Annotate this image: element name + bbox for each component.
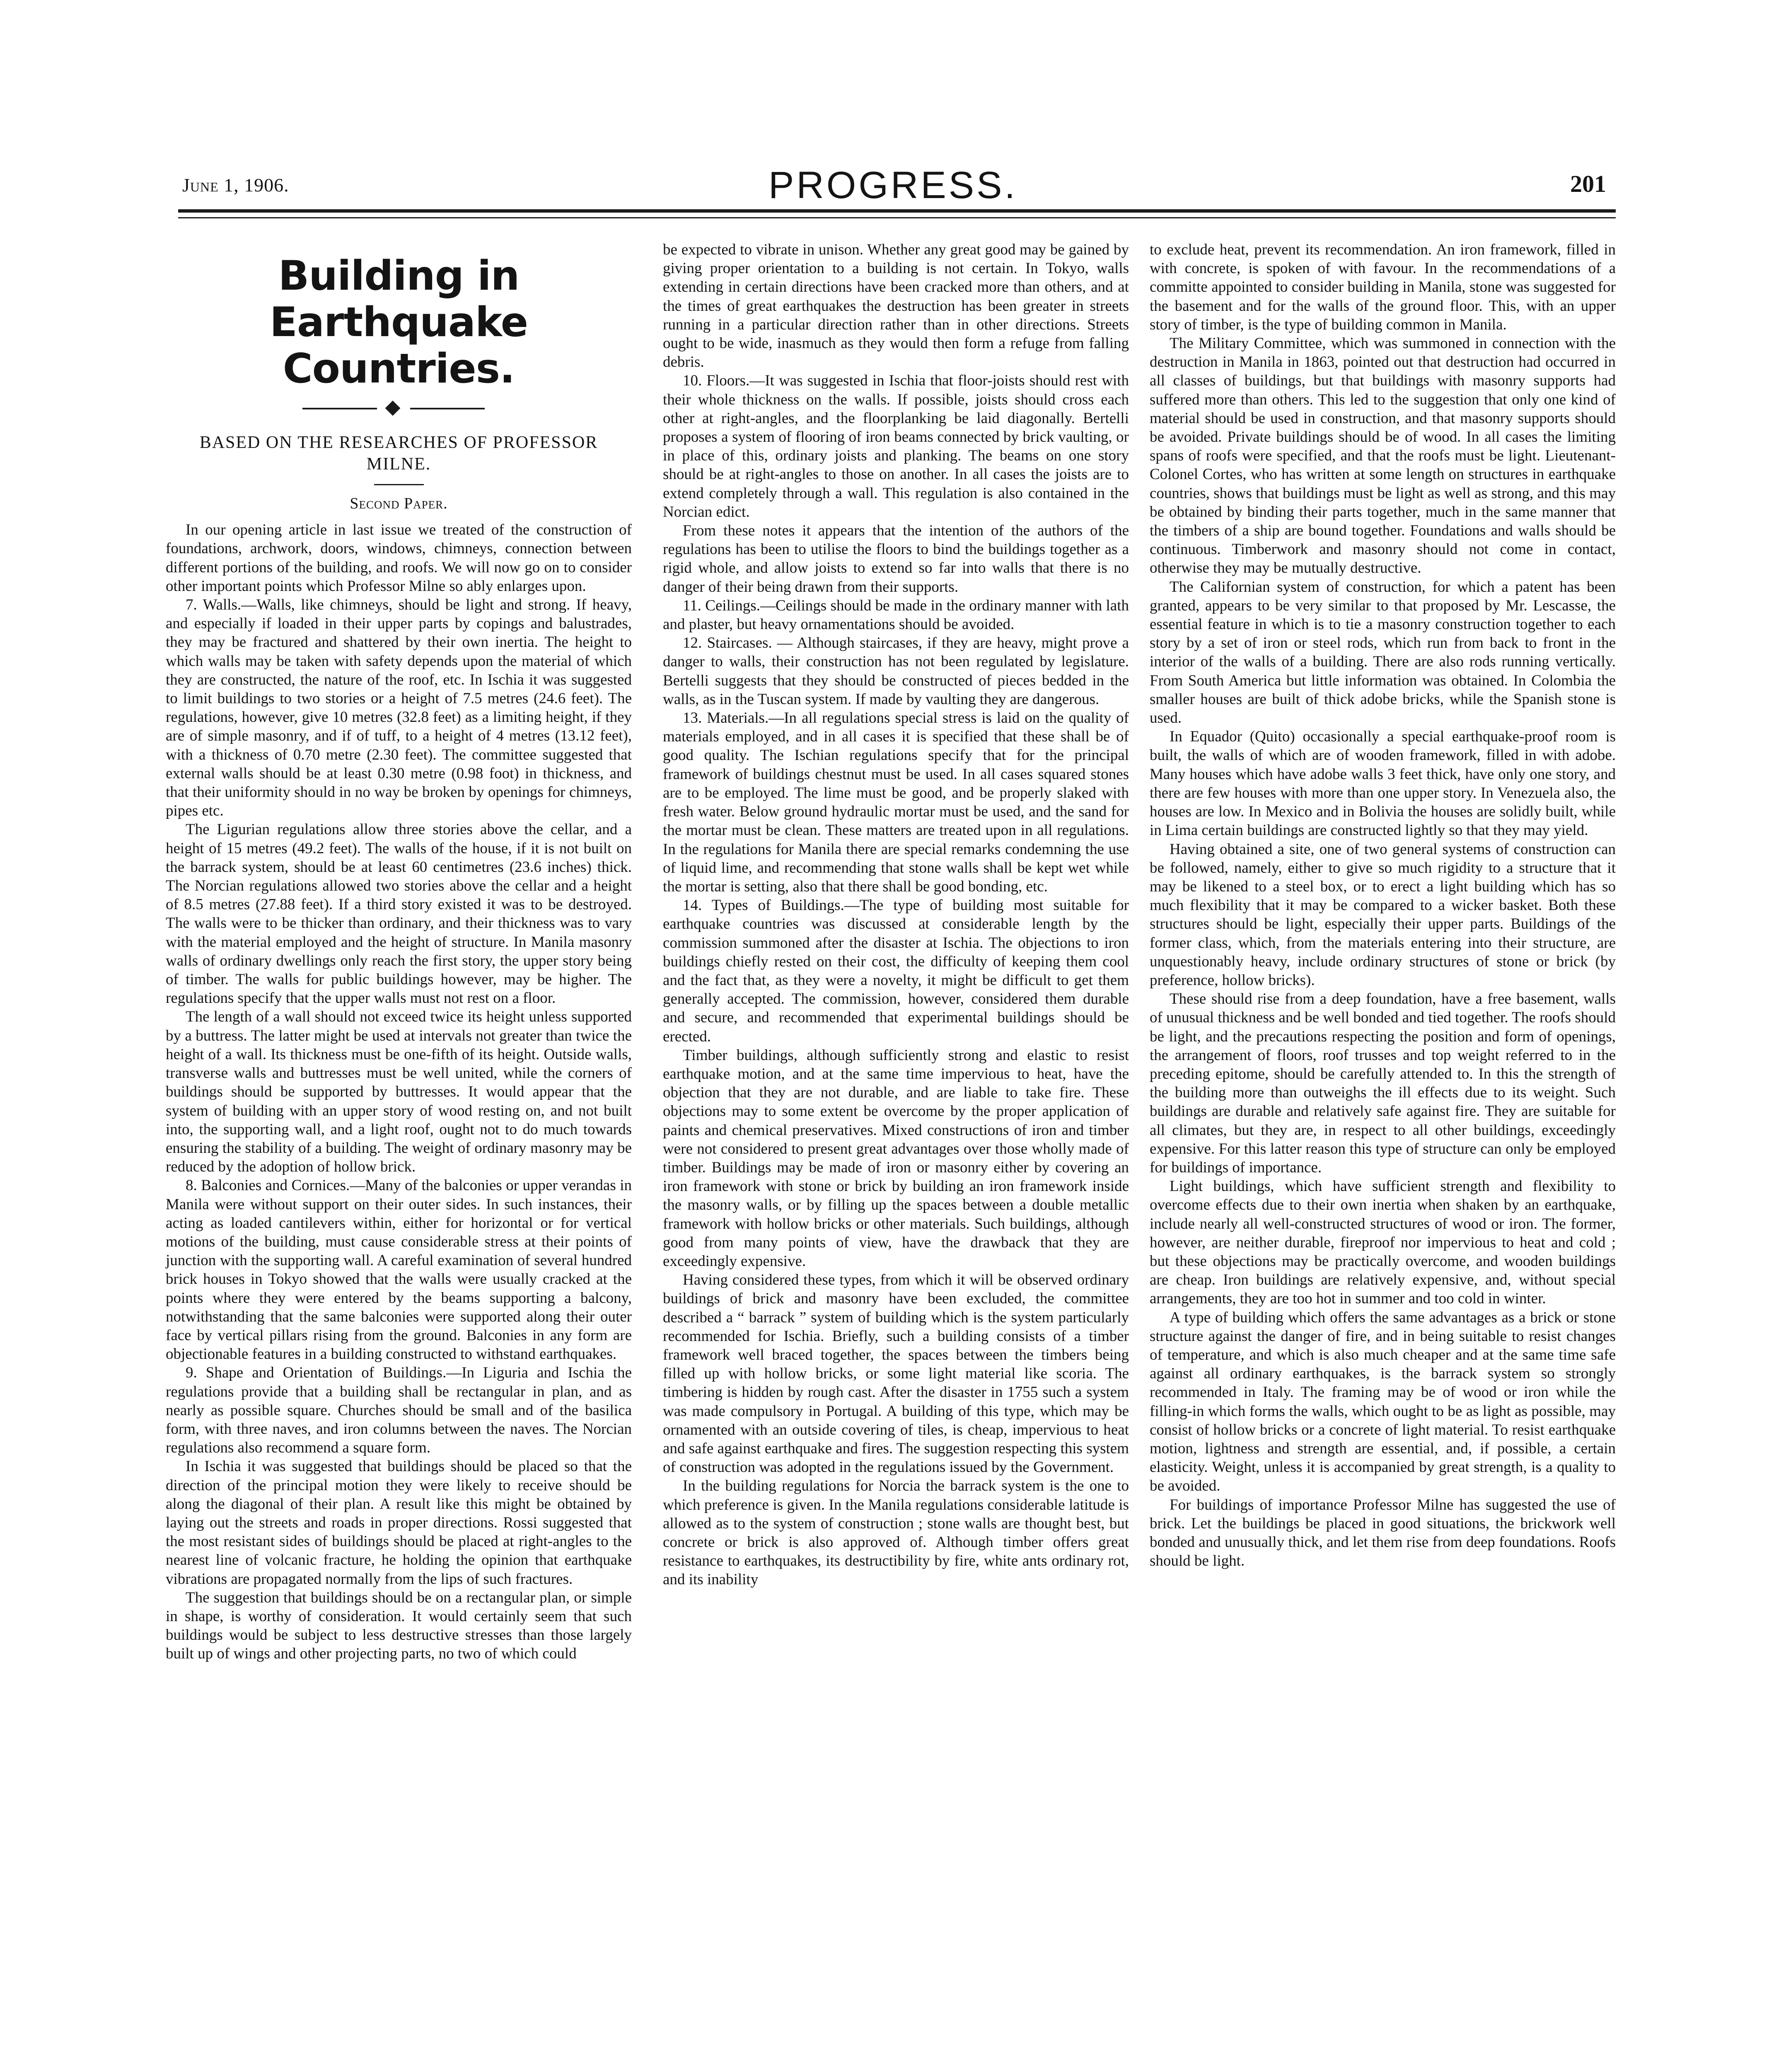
paragraph: The Californian system of construction, for which a patent has been granted, appears to be very similar to that proposed by Mr. Lescasse, the essential feature in which is to tie a masonry construction together to each story by a set of iron or steel rods, which run from back to front in the interior of the walls of a building. There are also rods running vertically. From South America but little information was obtained. In Colombia the smaller houses are built of thick adobe bricks, while the Spanish stone is used. bbox=[1150, 578, 1616, 727]
column-3 bbox=[1150, 240, 1616, 1570]
paragraph: In the building regulations for Norcia the barrack system is the one to which preference is given. In the Manila regulations considerable latitude is allowed as to the system of construction ; stone walls are thought best, but concrete or brick is also approved of. Although timber offers great resistance to earthquakes, its destructibility by fire, white ants ordinary rot, and its inability bbox=[663, 1477, 1129, 1588]
paragraph: 10. Floors.—It was suggested in Ischia that floor-joists should rest with their whole thickness on the walls. If possible, joists should cross each other at right-angles, and the floorplanking be laid diagonally. Bertelli proposes a system of flooring of iron beams connected by brick vaulting, or in place of this, ordinary joists and planking. The beams on one story should be at right-angles to those on another. In all cases the joists are to extend completely through a wall. This regulation is also contained in the Norcian edict. bbox=[663, 372, 1129, 520]
paragraph: 12. Staircases. — Although staircases, if they are heavy, might prove a danger to walls, their construction has not been regulated by legislature. Bertelli suggests that they should be constructed of pieces bedded in the walls, as in the Tuscan system. If made by vaulting they are dangerous. bbox=[663, 634, 1129, 708]
divider bbox=[374, 484, 424, 485]
paragraph: The Military Committee, which was summoned in connection with the destruction in Manila in 1863, pointed out that destruction had occurred in all classes of buildings, but that buildings with masonry supports had suffered more than others. This led to the suggestion that only one kind of material should be used in construction, and that masonry supports should be avoided. Private buildings should be of wood. In all cases the limiting spans of roofs were specified, and that the roofs must be light. Lieutenant-Colonel Cortes, who has written at some length on structures in earthquake countries, shows that buildings must be light as well as strong, and this may be obtained by binding their parts together, much in the same manner that the timbers of a ship are bound together. Foundations and walls should be continuous. Timberwork and masonry should not come in contact, otherwise they may be mutually destructive. bbox=[1150, 335, 1616, 577]
journal-title: PROGRESS. bbox=[768, 164, 1017, 206]
paragraph: 9. Shape and Orientation of Buildings.—In Liguria and Ischia the regulations provide that a building shall be rectangular in plan, and as nearly as possible square. Churches should be small and of the basilica form, with three naves, and iron columns between the naves. The Norcian regulations also recommend a square form. bbox=[166, 1364, 632, 1457]
paragraph: Having obtained a site, one of two general systems of construction can be followed, namely, either to give so much rigidity to a structure that it may be likened to a steel box, or to erect a light building which has so much flexibility that it may be compared to a wicker basket. Both these structures should be light, especially their upper parts. Buildings of the former class, which, from the materials entering into their structure, are unquestionably heavy, include ordinary structures of stone or brick (by preference, hollow bricks). bbox=[1150, 840, 1616, 989]
paragraph: be expected to vibrate in unison. Whether any great good may be gained by giving proper orientation to a building is not certain. In Tokyo, walls extending in certain directions have been cracked more than others, and at the times of great earthquakes the destruction has been greater in streets running in a particular direction rather than in other directions. Streets ought to be wide, inasmuch as they would then form a refuge from falling debris. bbox=[663, 241, 1129, 371]
paragraph: These should rise from a deep foundation, have a free basement, walls of unusual thickness and be well bonded and tied together. The roofs should be light, and the precautions respecting the position and form of openings, the arrangement of floors, roof trusses and top weight referred to in the preceding epitome, should be carefully attended to. In this the strength of the building more than outweighs the ill effects due to its weight. Such buildings are durable and relatively safe against fire. They are suitable for all climates, but they are, in respect to all other buildings, exceedingly expensive. For this latter reason this type of structure can only be employed for buildings of importance. bbox=[1150, 990, 1616, 1176]
paragraph: The length of a wall should not exceed twice its height unless supported by a buttress. The latter might be used at intervals not greater than twice the height of a wall. Its thickness must be one-fifth of its height. Outside walls, transverse walls and buttresses must be well united, while the corners of buildings should be supported by buttresses. It would appear that the system of building with an upper story of wood resting on, and not built into, the supporting wall, and a light roof, ought not to do much towards ensuring the stability of a building. The weight of ordinary masonry may be reduced by the adoption of hollow brick. bbox=[166, 1008, 632, 1176]
title-ornament bbox=[166, 396, 632, 421]
paragraph: The Ligurian regulations allow three stories above the cellar, and a height of 15 metres (49.2 feet). The walls of the house, if it is not built on the barrack system, should be at least 60 centimetres (23.6 inches) thick. The Norcian regulations allowed two stories above the cellar and a height of 8.5 metres (27.88 feet). If a third story existed it was to be destroyed. The walls were to be thicker than ordinary, and their thickness was to vary with the material employed and the height of structure. In Manila masonry walls of ordinary dwellings only reach the first story, the upper story being of timber. The walls for public buildings however, may be higher. The regulations specify that the upper walls must not rest on a floor. bbox=[166, 821, 632, 1007]
paragraph: Light buildings, which have sufficient strength and flexibility to overcome effects due to their own inertia when shaken by an earthquake, include nearly all well-constructed structures of wood or iron. The former, however, are neither durable, fireproof nor impervious to heat and cold ; but these objections may be practically overcome, and wooden buildings are cheap. Iron buildings are relatively expensive, and, without special arrangements, they are too hot in summer and too cold in winter. bbox=[1150, 1178, 1616, 1307]
paragraph: From these notes it appears that the intention of the authors of the regulations has been to utilise the floors to bind the buildings together as a rigid whole, and allow joists to extend so far into walls that there is no danger of their being drawn from their supports. bbox=[663, 522, 1129, 595]
issue-date: June 1, 1906. bbox=[182, 174, 289, 196]
page-number: 201 bbox=[1570, 170, 1606, 197]
paragraph: The suggestion that buildings should be on a rectangular plan, or simple in shape, is worthy of consideration. It would certainly seem that such buildings would be subject to less destructive stresses than those largely built up of wings and other projecting parts, no two of which could bbox=[166, 1589, 632, 1663]
paragraph: Having considered these types, from which it will be observed ordinary buildings of brick and masonry have been excluded, the committee described a “ barrack ” system of building which is the system particularly recommended for Ischia. Briefly, such a building consists of a timber framework well braced together, the spaces between the timbers being filled up with hollow bricks, or some light material like scoria. The timbering is hidden by rough cast. After the disaster in 1755 such a system was made compulsory in Portugal. A building of this type, which may be ornamented with an outside covering of tiles, is cheap, impervious to heat and safe against earthquake and fires. The suggestion respecting this system of construction was adopted in the regulations issued by the Government. bbox=[663, 1271, 1129, 1476]
paragraph: 13. Materials.—In all regulations special stress is laid on the quality of materials employed, and in all cases it is specified that these shall be of good quality. The Ischian regulations specify that for the principal framework of buildings chestnut must be used. In all cases squared stones are to be employed. The lime must be good, and be properly slaked with fresh water. Below ground hydraulic mortar must be used, and the sand for the mortar must be clean. These matters are treated upon in all regulations. In the regulations for Manila there are special remarks condemning the use of liquid lime, and recommending that stone walls shall be kept wet while the mortar is setting, also that there shall be good bonding, etc. bbox=[663, 709, 1129, 895]
header-rule-thick bbox=[178, 209, 1616, 213]
column-2 bbox=[663, 240, 1129, 1589]
paragraph: to exclude heat, prevent its recommendation. An iron framework, filled in with concrete, is spoken of with favour. In the recommendations of a committe appointed to consider building in Manila, stone was suggested for the basement and for the walls of the ground floor. This, with an upper story of timber, is the type of building common in Manila. bbox=[1150, 241, 1616, 333]
article-title: Building in Earthquake Countries. bbox=[269, 252, 528, 392]
paragraph: In our opening article in last issue we treated of the construction of foundations, archwork, doors, windows, chimneys, connection between different portions of the building, and roofs. We will now go on to consider other important points which Professor Milne so ably enlarges upon. bbox=[166, 521, 632, 595]
paragraph: A type of building which offers the same advantages as a brick or stone structure against the danger of fire, and in being suitable to resist changes of temperature, and which is also much cheaper and at the same time safe against all ordinary earthquakes, is the barrack system so strongly recommended in Italy. The framing may be of wood or iron while the filling-in which forms the walls, which ought to be as light as possible, may consist of hollow bricks or a concrete of light material. To resist earthquake motion, lightness and strength are essential, and, if possible, a certain elasticity. Weight, unless it is accompanied by great strength, is a quality to be avoided. bbox=[1150, 1309, 1616, 1495]
paragraph: For buildings of importance Professor Milne has suggested the use of brick. Let the buildings be placed in good situations, the brickwork well bonded and unusually thick, and let them rise from deep foundations. Roofs should be light. bbox=[1150, 1496, 1616, 1570]
paragraph: In Ischia it was suggested that buildings should be placed so that the direction of the principal motion they were likely to receive should be along the diagonal of their plan. A result like this might be obtained by laying out the streets and roads in proper directions. Rossi suggested that the most resistant sides of buildings should be placed at right-angles to the nearest line of volcanic fracture, he holding the opinion that earthquake vibrations are propagated normally from the lips of such fractures. bbox=[166, 1458, 632, 1588]
paragraph: 11. Ceilings.—Ceilings should be made in the ordinary manner with lath and plaster, but heavy ornamentations should be avoided. bbox=[663, 597, 1129, 633]
paper-label: Second Paper. bbox=[350, 495, 448, 512]
paragraph: 14. Types of Buildings.—The type of building most suitable for earthquake countries was discussed at considerable length by the commission summoned after the disaster at Ischia. The objections to iron buildings chiefly rested on their cost, the difficulty of keeping them cool and the fact that, as they were a novelty, it might be difficult to get them generally accepted. The commission, however, considered them durable and secure, and recommended that experimental buildings should be erected. bbox=[663, 897, 1129, 1045]
paragraph: Timber buildings, although sufficiently strong and elastic to resist earthquake motion, and at the same time impervious to heat, have the objection that they are not durable, and are liable to take fire. These objections may to some extent be overcome by the proper application of paints and chemical preservatives. Mixed constructions of iron and timber were not considered to present great advantages over those wholly made of timber. Buildings may be made of iron or masonry either by covering an iron framework with stone or brick by building an iron framework inside the masonry walls, or by filling up the spaces between a double metallic framework with hollow bricks or other materials. Such buildings, although good from many points of view, have the drawback that they are exceedingly expensive. bbox=[663, 1046, 1129, 1270]
header-rule-thin bbox=[178, 217, 1616, 218]
diamond-ornament-icon bbox=[385, 401, 401, 416]
paragraph: In Equador (Quito) occasionally a special earthquake-proof room is built, the walls of which are of wooden framework, filled in with adobe. Many houses which have adobe walls 3 feet thick, have only one story, and there are few houses with more than one upper story. In Venezuela also, the houses are low. In Mexico and in Bolivia the houses are solidly built, while in Lima certain buildings are constructed lightly so that they may yield. bbox=[1150, 728, 1616, 839]
column-1 bbox=[166, 240, 632, 1663]
paragraph: 8. Balconies and Cornices.—Many of the balconies or upper verandas in Manila were without support on their outer sides. In such instances, their acting as loaded cantilevers within, either for horizontal or for vertical motions of the building, must cause considerable stress at their points of junction with the supporting wall. A careful examination of several hundred brick houses in Tokyo showed that the walls were usually cracked at the points where they were entered by the beams supporting a balcony, notwithstanding that the same balconies were supported along their outer face by vertical pillars rising from the ground. Balconies in any form are objectionable features in a building constructed to withstand earthquakes. bbox=[166, 1177, 632, 1363]
article-subtitle: BASED ON THE RESEARCHES OF PROFESSOR MILNE. bbox=[199, 433, 598, 474]
paragraph: 7. Walls.—Walls, like chimneys, should be light and strong. If heavy, and especially if loaded in their upper parts by copings and balustrades, they may be fractured and shattered by their own inertia. The height to which walls may be taken with safety depends upon the material of which they are constructed, the nature of the roof, etc. In Ischia it was suggested to limit buildings to two stories or a height of 7.5 metres (24.6 feet). The regulations, however, give 10 metres (32.8 feet) as a limiting height, if they are of simple masonry, and if of tuff, to a height of 4 metres (13.12 feet), with a thickness of 0.70 metre (2.30 feet). The committee suggested that external walls should be at least 0.30 metre (0.98 foot) in thickness, and that their uniformity should in no way be broken by openings for chimneys, pipes etc. bbox=[166, 596, 632, 820]
